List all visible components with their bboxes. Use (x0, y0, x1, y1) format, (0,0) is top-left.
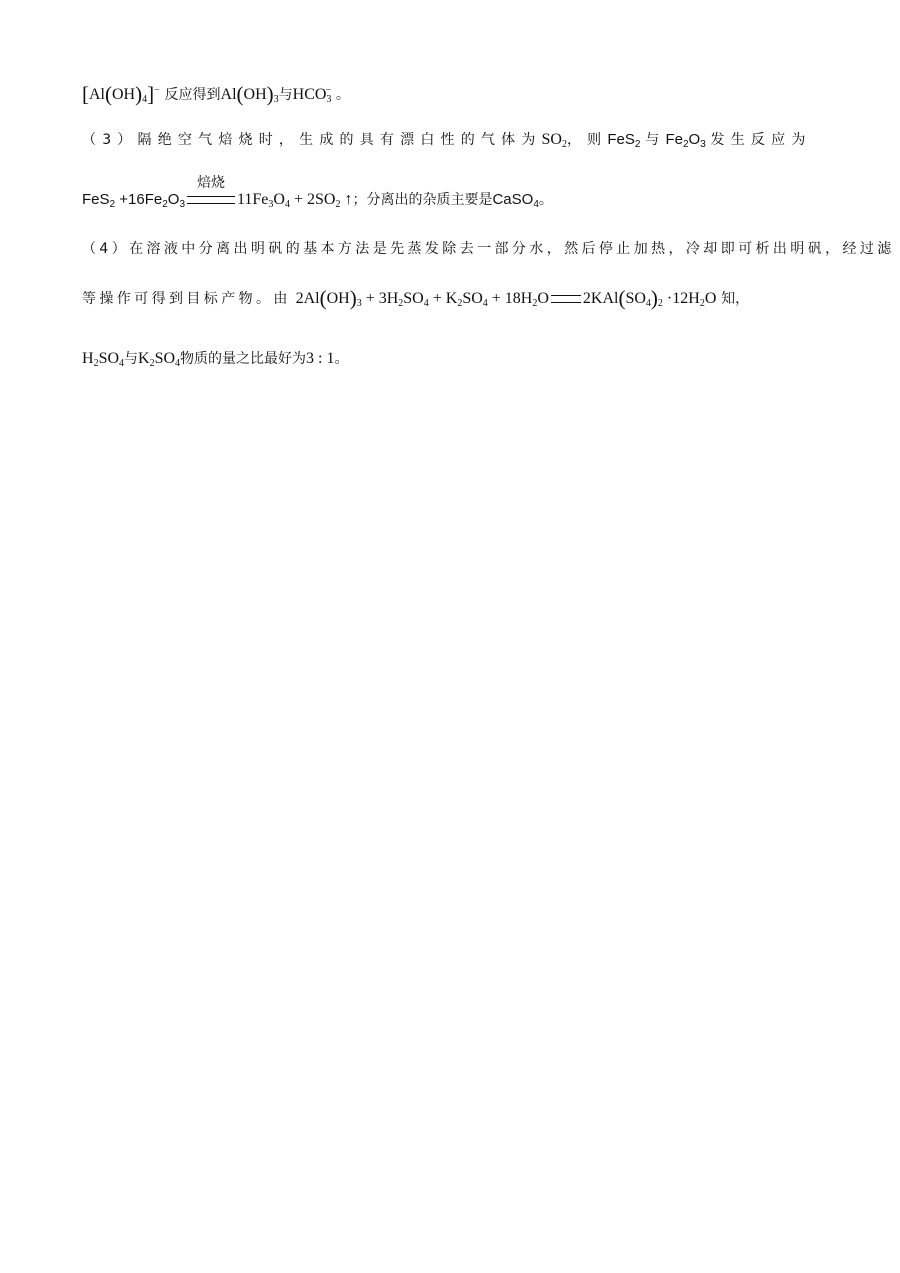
ion-aluminate: $[Al(OH)_4]^-$ (82, 82, 160, 106)
text-react-get: 反应得到 (164, 87, 221, 103)
line-4 (82, 236, 895, 261)
text-impurity: ；分离出的杂质主要是 (352, 192, 493, 208)
product-aluminum-hydroxide: $Al(OH)_3$ (220, 82, 279, 106)
line-1 (82, 82, 350, 107)
equation-products: $11Fe_3O_4 + 2SO_2$ ↑ (237, 191, 353, 210)
text-and-3: 与 (124, 351, 139, 367)
text-ratio: 物质的量之比最好为 (180, 351, 307, 367)
reactant-fes2: FeS$_2$ (607, 131, 641, 150)
line-2 (82, 127, 812, 152)
text-know: 知， (721, 291, 750, 307)
acid-h2so4: $H_2SO_4$ (82, 350, 125, 369)
gas-so2: $SO_2$ (541, 131, 567, 150)
text-and: 与 (278, 87, 293, 103)
ratio-value: 3 : 1 (306, 350, 335, 367)
period-2: 。 (538, 192, 553, 208)
condition-roasting: 焙烧 (197, 175, 225, 191)
line-6 (82, 346, 348, 371)
product-bicarbonate: $HCO_3^-$ (292, 85, 332, 105)
equation-roasting: $FeS_2 +16Fe_2O_3$ (82, 191, 185, 210)
period-3: 。 (334, 351, 349, 367)
line-3-equation (82, 175, 553, 212)
equals-sign (551, 295, 581, 303)
reactant-fe2o3: $Fe_2O_3$ (665, 131, 706, 150)
impurity-caso4: CaSO$_4$ (492, 191, 539, 210)
section-3-prefix: （3） (82, 132, 138, 148)
text-and-2: 与 (645, 132, 666, 148)
text-roasting-description: 隔绝空气焙烧时，生成的具有漂白性的气体为 (137, 132, 542, 148)
equals-with-condition (187, 175, 235, 204)
text-reaction-is: 发生反应为 (710, 132, 812, 148)
period: 。 (335, 87, 350, 103)
line-5 (82, 286, 749, 311)
text-operations: 等操作可得到目标产物。由 (82, 291, 291, 307)
salt-k2so4: $K_2SO_4$ (138, 350, 181, 369)
equation-alum-product: $2KAl(SO_4)_2 \cdot 12H_2O$ (582, 286, 717, 310)
equation-alum: $2Al(OH)_3 + 3H_2SO_4 + K_2SO_4 + 18H_2O$ (295, 286, 549, 310)
text-section-4: （4）在溶液中分离出明矾的基本方法是先蒸发除去一部分水，然后停止加热，冷却即可析出明矾，经过滤 (82, 241, 895, 257)
text-then: ，则 (566, 132, 608, 148)
